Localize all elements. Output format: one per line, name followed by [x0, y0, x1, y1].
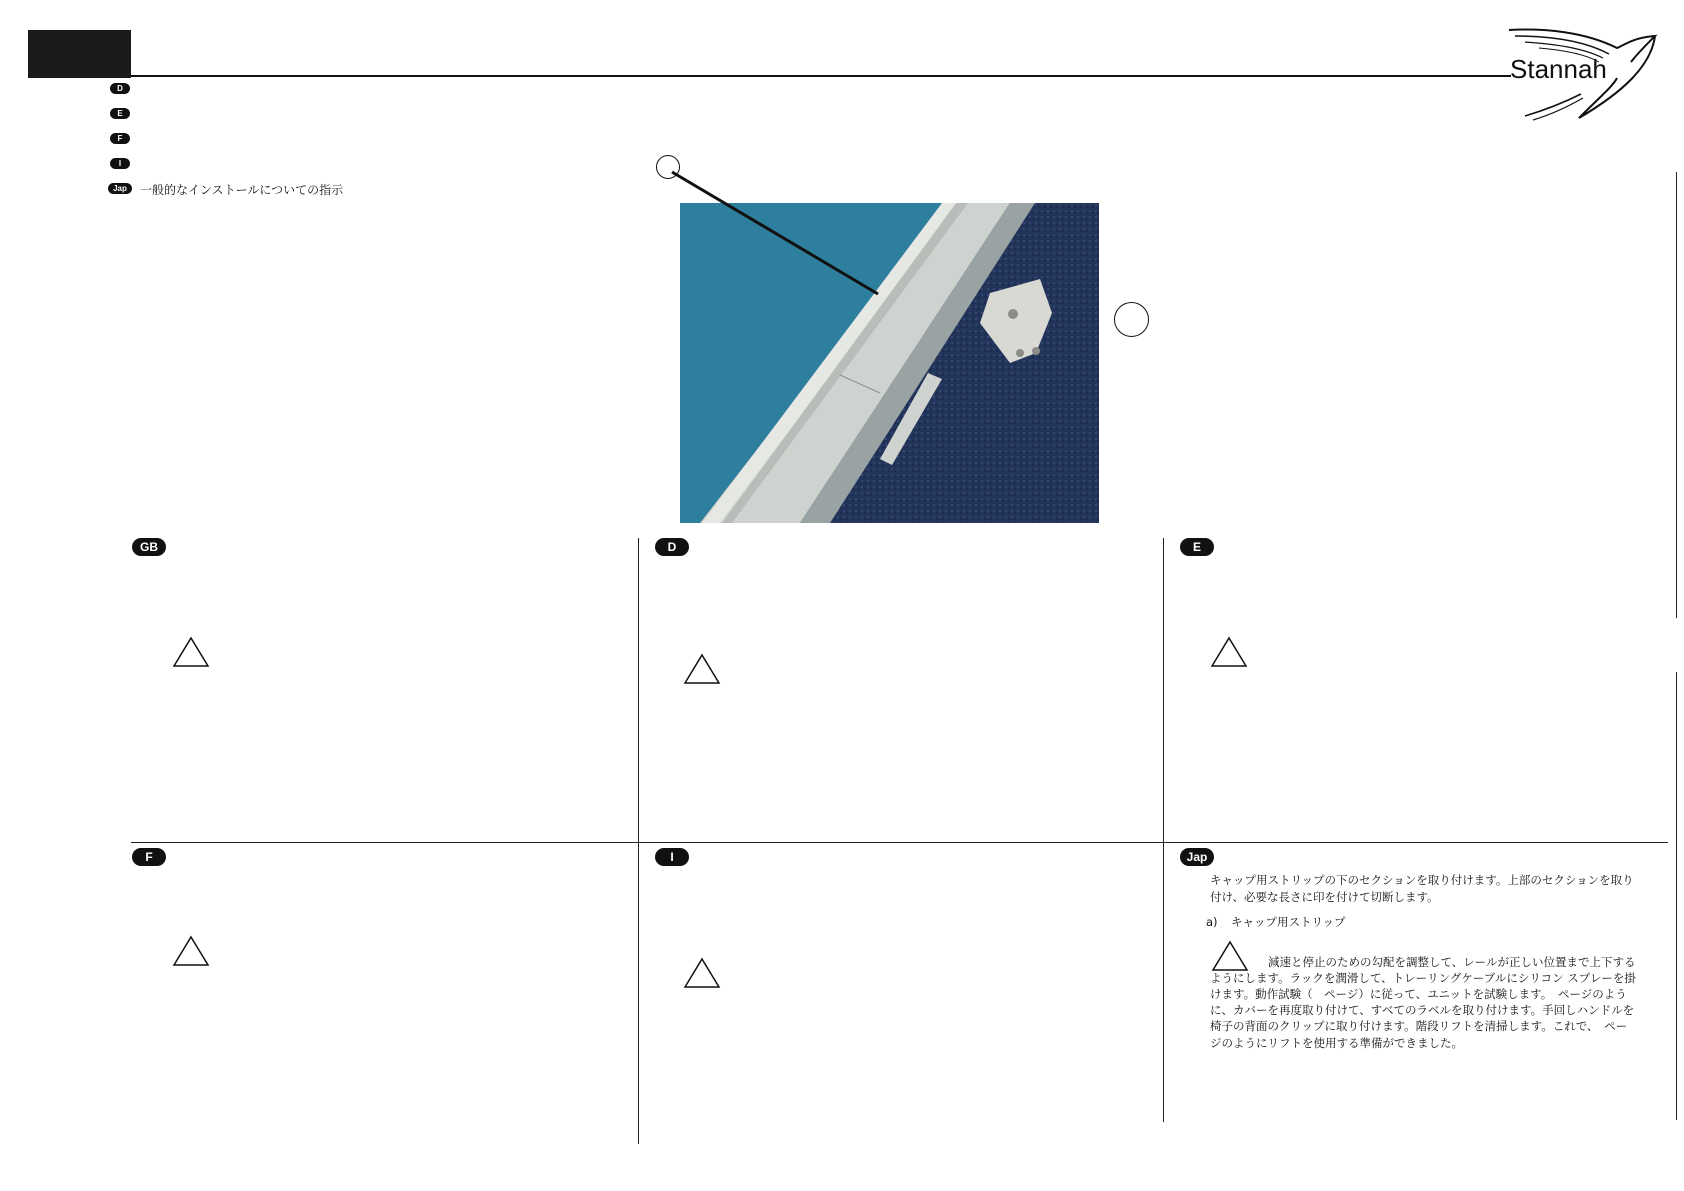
- right-margin-line-top: [1676, 172, 1677, 618]
- warning-icon-gb: [172, 636, 210, 668]
- row-divider: [131, 842, 1668, 843]
- lang-badge-f: F: [110, 133, 130, 144]
- jap-warning-line-5: 椅子の背面のクリップに取り付けます。階段リフトを清掃します。これで、 ペー: [1210, 1019, 1628, 1033]
- lang-badge-d: D: [110, 83, 130, 94]
- jap-step-label: a): [1206, 915, 1218, 929]
- jap-warning-line-1: 減速と停止のための勾配を調整して、レールが正しい位置まで上下する: [1268, 955, 1636, 969]
- column-divider-1: [638, 538, 639, 1144]
- warning-icon-e: [1210, 636, 1248, 668]
- jap-warning-line-6: ジのようにリフトを使用する準備ができました。: [1210, 1036, 1463, 1050]
- section-badge-f: F: [132, 848, 166, 866]
- right-margin-line-bottom: [1676, 672, 1677, 1120]
- jap-section-title: 一般的なインストールについての指示: [140, 183, 344, 197]
- jap-paragraph-line-2: 付け、必要な長さに印を付けて切断します。: [1210, 890, 1439, 904]
- callout-leader-line: [670, 170, 880, 298]
- lang-badge-i: I: [110, 158, 130, 169]
- jap-paragraph-line-1: キャップ用ストリップの下のセクションを取り付けます。上部のセクションを取り: [1210, 873, 1634, 887]
- jap-warning-line-3: けます。動作試験（ ページ）に従って、ユニットを試験します。 ページのよう: [1210, 987, 1627, 1001]
- callout-circle-right: [1114, 302, 1149, 337]
- section-badge-i: I: [655, 848, 689, 866]
- warning-icon-d: [683, 653, 721, 685]
- section-badge-d: D: [655, 538, 689, 556]
- lang-badge-jap: Jap: [108, 183, 132, 194]
- jap-step-text: キャップ用ストリップ: [1231, 915, 1346, 929]
- warning-icon-jap: [1211, 940, 1249, 972]
- section-badge-e: E: [1180, 538, 1214, 556]
- brand-wordmark: Stannah: [1510, 54, 1607, 84]
- warning-icon-i: [683, 957, 721, 989]
- warning-icon-f: [172, 935, 210, 967]
- jap-warning-line-4: に、カバーを再度取り付けて、すべてのラベルを取り付けます。手回しハンドルを: [1210, 1003, 1635, 1017]
- section-badge-gb: GB: [132, 538, 166, 556]
- stannah-logo: [1505, 26, 1665, 122]
- lang-badge-e: E: [110, 108, 130, 119]
- page-tab: [28, 30, 131, 78]
- header-rule: [131, 75, 1511, 77]
- section-badge-jap: Jap: [1180, 848, 1214, 866]
- column-divider-2: [1163, 538, 1164, 1122]
- jap-warning-line-2: ようにします。ラックを潤滑して、トレーリングケーブルにシリコン スプレーを掛: [1210, 971, 1636, 985]
